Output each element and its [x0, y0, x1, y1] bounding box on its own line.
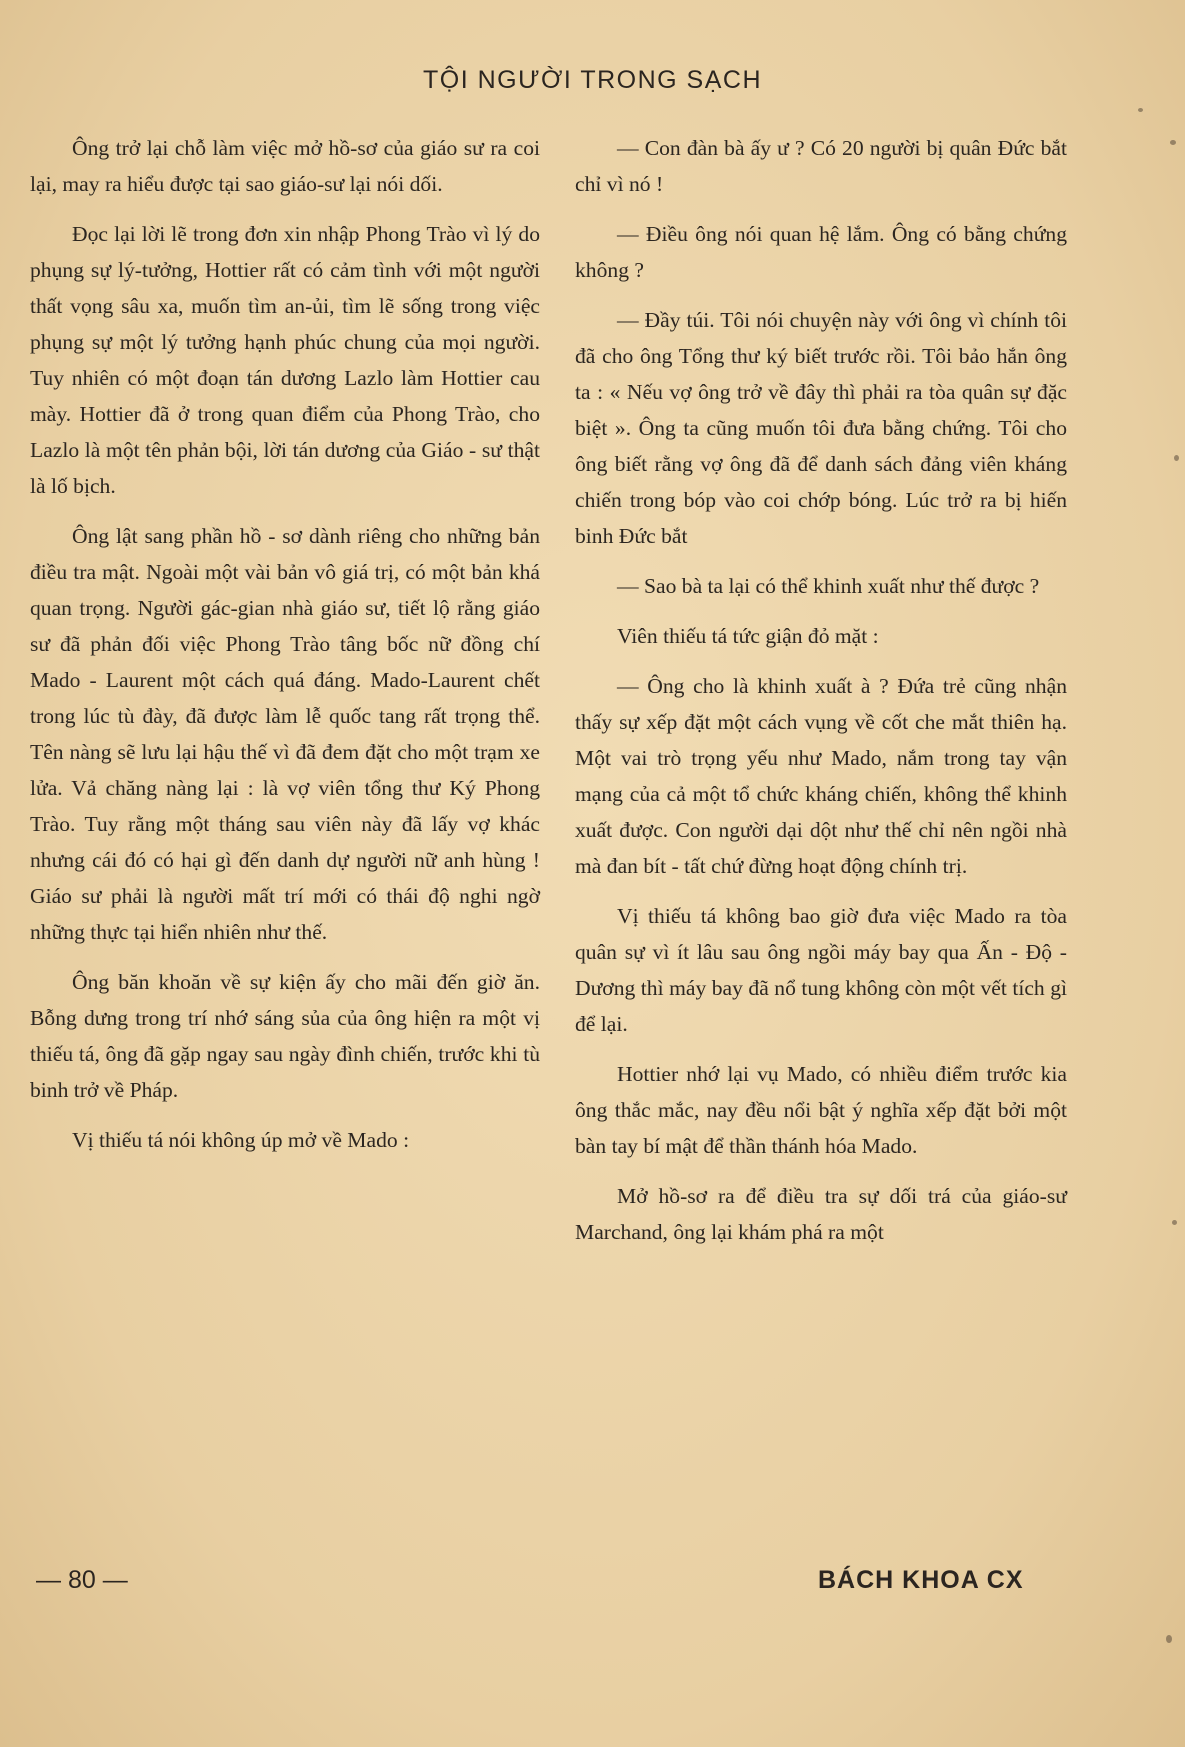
paragraph: Đọc lại lời lẽ trong đơn xin nhập Phong Trào vì lý do phụng sự lý-tưởng, Hottier rất có cảm tình với một người thất vọng sâu xa, muốn tìm an-ủi, tìm lẽ sống trong việc phụng sự một lý tưởng hạnh phúc chung của mọi người. Tuy nhiên có một đoạn tán dương Lazlo làm Hottier cau mày. Hottier đã ở trong quan điểm của Phong Trào, cho Lazlo là một tên phản bội, lời tán dương của Giáo - sư thật là lố bịch. [30, 222, 540, 498]
paragraph: Mở hồ-sơ ra để điều tra sự dối trá của giáo-sư Marchand, ông lại khám phá ra một [575, 1184, 1067, 1244]
paragraph: Ông lật sang phần hồ - sơ dành riêng cho những bản điều tra mật. Ngoài một vài bản vô giá trị, có một bản khá quan trọng. Người gác-gian nhà giáo sư, tiết lộ rằng giáo sư đã phản đối việc Phong Trào tâng bốc nữ đồng chí Mado - Laurent một cách quá đáng. Mado-Laurent chết trong lúc tù đày, đã được làm lễ quốc tang rất trọng thể. Tên nàng sẽ lưu lại hậu thế vì đã đem đặt cho một trạm xe lửa. Vả chăng nàng lại : là vợ viên tổng thư Ký Phong Trào. Tuy rằng một tháng sau viên này đã lấy vợ khác nhưng cái đó có hại gì đến danh dự người nữ anh hùng ! Giáo sư phải là người mất trí mới có thái độ nghi ngờ những thực tại hiển nhiên như thế. [30, 524, 540, 944]
paragraph: Ông trở lại chỗ làm việc mở hồ-sơ của giáo sư ra coi lại, may ra hiểu được tại sao giáo-sư lại nói dối. [30, 136, 540, 196]
right-text-column [575, 130, 1067, 1264]
paper-speck [1172, 1220, 1177, 1225]
left-text-column [30, 130, 540, 1172]
paragraph: Viên thiếu tá tức giận đỏ mặt : [617, 624, 879, 648]
paragraph: — Đầy túi. Tôi nói chuyện này với ông vì chính tôi đã cho ông Tổng thư ký biết trước rồi. Tôi bảo hắn ông ta : « Nếu vợ ông trở về đây thì phải ra tòa quân sự đặc biệt ». Ông ta cũng muốn tôi đưa bằng chứng. Tôi cho ông biết rằng vợ ông đã để danh sách đảng viên kháng chiến trong bóp vào coi chớp bóng. Lúc trở ra bị hiến binh Đức bắt [575, 308, 1067, 548]
paragraph: Vị thiếu tá không bao giờ đưa việc Mado ra tòa quân sự vì ít lâu sau ông ngồi máy bay qua Ấn - Độ - Dương thì máy bay đã nổ tung không còn một vết tích gì để lại. [575, 904, 1067, 1036]
paragraph: — Sao bà ta lại có thể khinh xuất như thế được ? [617, 574, 1040, 598]
paragraph: — Điều ông nói quan hệ lắm. Ông có bằng chứng không ? [575, 222, 1067, 282]
page-header-title: TỘI NGƯỜI TRONG SẠCH [422, 66, 762, 94]
paragraph: — Con đàn bà ấy ư ? Có 20 người bị quân Đức bắt chỉ vì nó ! [575, 136, 1067, 196]
paragraph: — Ông cho là khinh xuất à ? Đứa trẻ cũng nhận thấy sự xếp đặt một cách vụng về cốt che mắt thiên hạ. Một vai trò trọng yếu như Mado, nắm trong tay vận mạng của cả một tổ chức kháng chiến, không thể khinh xuất được. Con người dại dột như thế chỉ nên ngồi nhà mà đan bít - tất chứ đừng hoạt động chính trị. [575, 674, 1067, 878]
paper-speck [1166, 1635, 1172, 1643]
paper-speck [1174, 455, 1179, 461]
publication-name: BÁCH KHOA CX [818, 1566, 1024, 1594]
paper-speck [1170, 140, 1176, 145]
paragraph: Hottier nhớ lại vụ Mado, có nhiều điểm trước kia ông thắc mắc, nay đều nổi bật ý nghĩa xếp đặt bởi một bàn tay bí mật để thần thánh hóa Mado. [575, 1062, 1067, 1158]
paragraph: Ông băn khoăn về sự kiện ấy cho mãi đến giờ ăn. Bỗng dưng trong trí nhớ sáng sủa của ông hiện ra một vị thiếu tá, ông đã gặp ngay sau ngày đình chiến, trước khi tù binh trở về Pháp. [30, 970, 540, 1102]
page-number: — 80 — [36, 1566, 128, 1594]
paper-speck [1138, 108, 1143, 112]
paragraph: Vị thiếu tá nói không úp mở về Mado : [72, 1128, 410, 1152]
